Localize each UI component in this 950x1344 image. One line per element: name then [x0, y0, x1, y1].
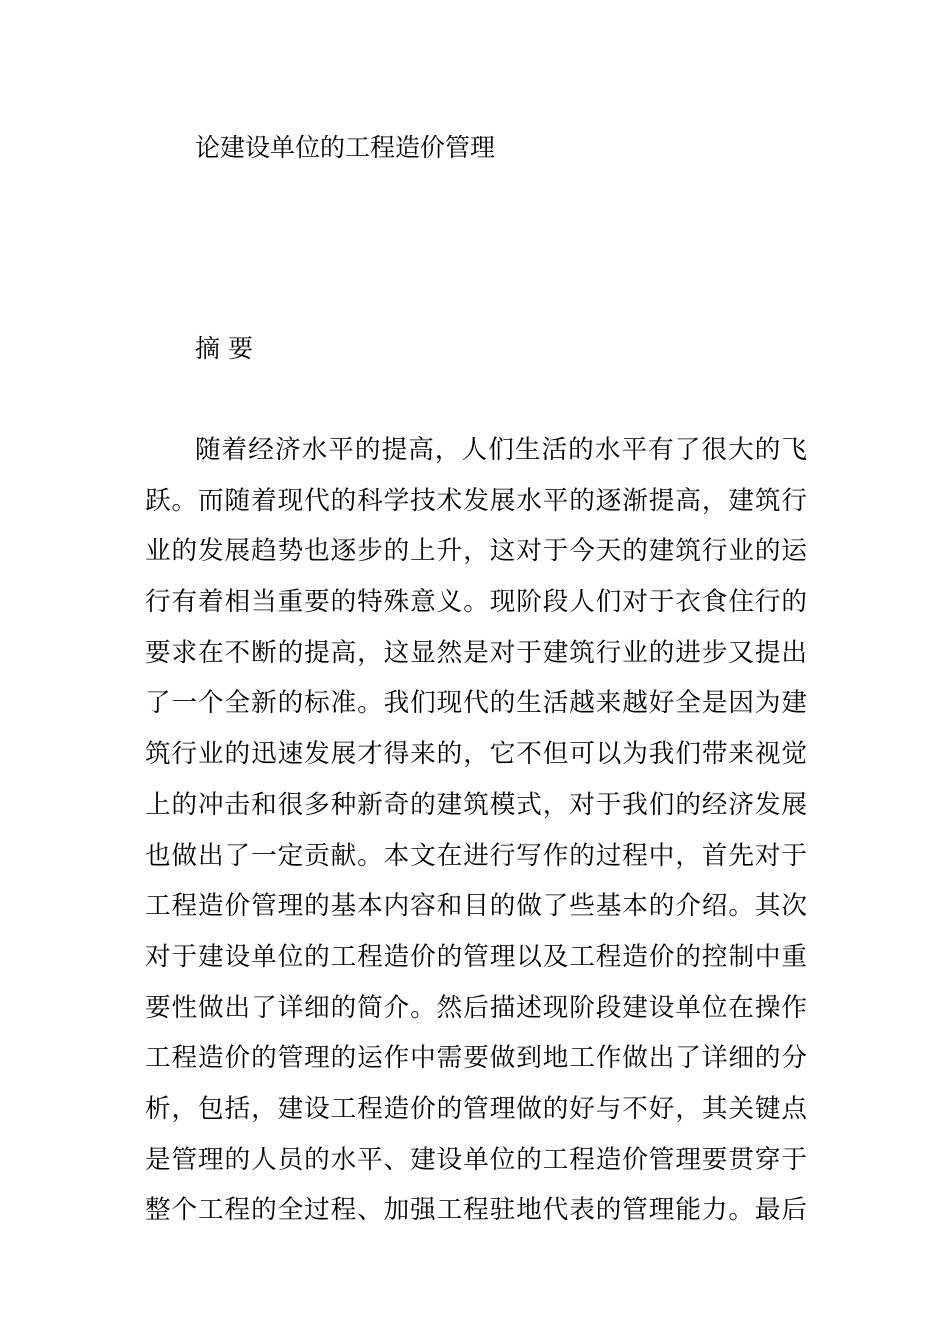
abstract-line: 跃。而随着现代的科学技术发展水平的逐渐提高，建筑行 [145, 485, 807, 516]
abstract-line: 是管理的人员的水平、建设单位的工程造价管理要贯穿于 [145, 1144, 807, 1175]
abstract-line: 行有着相当重要的特殊意义。现阶段人们对于衣食住行的 [145, 587, 807, 618]
abstract-line: 上的冲击和很多种新奇的建筑模式，对于我们的经济发展 [145, 789, 807, 820]
abstract-line: 整个工程的全过程、加强工程驻地代表的管理能力。最后 [145, 1195, 807, 1226]
abstract-line: 要性做出了详细的简介。然后描述现阶段建设单位在操作 [145, 992, 807, 1023]
abstract-line: 工程造价的管理的运作中需要做到地工作做出了详细的分 [145, 1043, 807, 1074]
abstract-line: 也做出了一定贡献。本文在进行写作的过程中，首先对于 [145, 840, 807, 871]
abstract-line: 析，包括，建设工程造价的管理做的好与不好，其关键点 [145, 1093, 807, 1124]
abstract-body [145, 425, 807, 1236]
abstract-line: 工程造价管理的基本内容和目的做了些基本的介绍。其次 [145, 891, 807, 922]
abstract-line: 筑行业的迅速发展才得来的，它不但可以为我们带来视觉 [145, 739, 807, 770]
abstract-line: 业的发展趋势也逐步的上升，这对于今天的建筑行业的运 [145, 536, 807, 567]
abstract-line: 随着经济水平的提高，人们生活的水平有了很大的飞 [195, 435, 807, 465]
abstract-heading: 摘 要 [195, 334, 253, 363]
abstract-line: 了一个全新的标准。我们现代的生活越来越好全是因为建 [145, 688, 807, 719]
abstract-line: 对于建设单位的工程造价的管理以及工程造价的控制中重 [145, 941, 807, 972]
document-title: 论建设单位的工程造价管理 [195, 133, 496, 162]
abstract-line: 要求在不断的提高，这显然是对于建筑行业的进步又提出 [145, 637, 807, 668]
